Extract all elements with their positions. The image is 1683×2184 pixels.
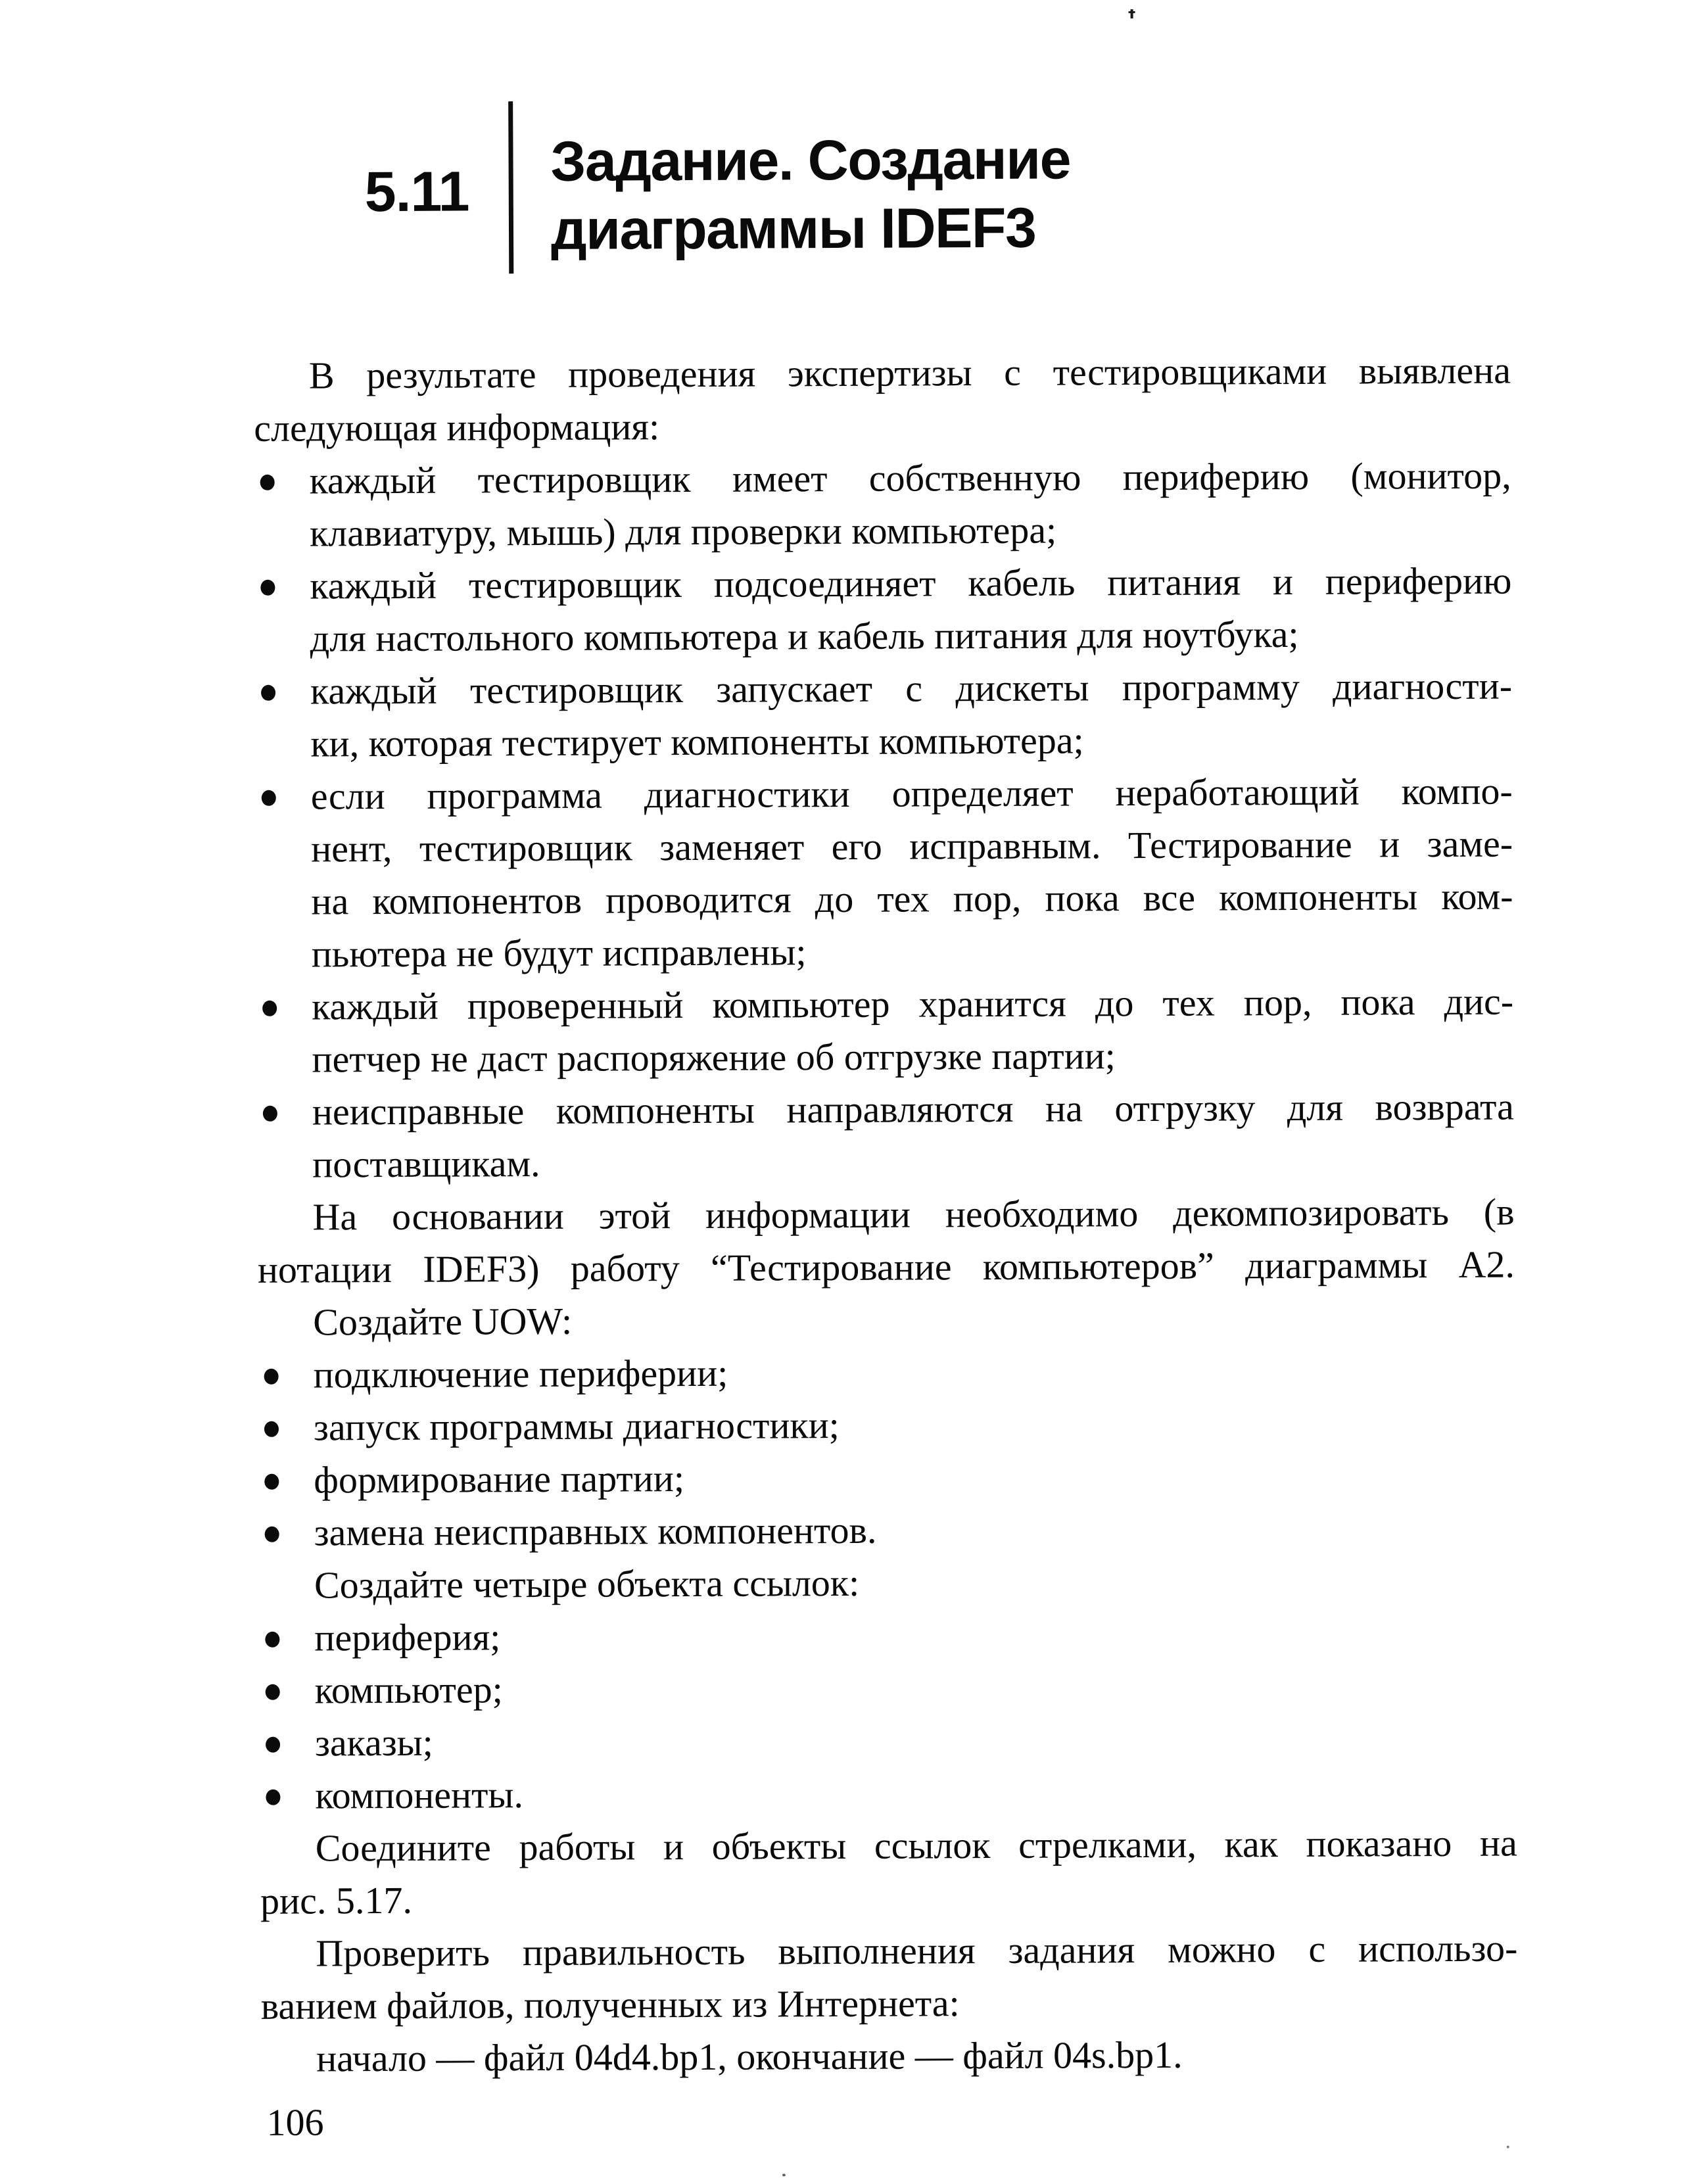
text-line: На основании этой информации необходимо декомпозировать (в [312, 1190, 1515, 1239]
text-line: следующая информация: [254, 405, 660, 450]
bullet-item [258, 1396, 1515, 1454]
bullet-marker-icon [264, 1421, 279, 1437]
bullet-item [257, 1081, 1515, 1191]
text-line: если программа диагностики определяет неработающий компо- [310, 769, 1513, 818]
text-line: пьютера не будут исправлены; [311, 930, 807, 976]
text-line: каждый тестировщик запускает с дискеты программу диагности- [310, 664, 1513, 713]
bullet-item [254, 555, 1512, 665]
text-line: начало — файл 04d4.bp1, окончание — файл 04s.bp1. [316, 2033, 1183, 2080]
bullet-item [258, 1344, 1515, 1402]
text-line: ванием файлов, полученных из Интернета: [260, 1982, 960, 2028]
header-divider [508, 101, 513, 273]
scan-speck [1507, 2146, 1509, 2148]
bullet-marker-icon [265, 1632, 279, 1648]
paragraph [261, 2028, 1518, 2085]
paragraph [259, 1554, 1516, 1612]
paragraph [260, 1817, 1518, 1928]
text-line: рис. 5.17. [260, 1878, 413, 1922]
bullet-item [258, 1449, 1515, 1507]
text-line: ки, которая тестирует компоненты компьютера; [310, 719, 1084, 765]
text-line: поставщикам. [312, 1142, 540, 1186]
bullet-marker-icon [266, 1684, 280, 1700]
bullet-marker-icon [262, 1001, 277, 1016]
scan-speck [782, 2173, 786, 2176]
text-line: каждый проверенный компьютер хранится до тех пор, пока дис- [312, 980, 1514, 1028]
text-line: Создайте четыре объекта ссылок: [314, 1561, 860, 1607]
content [254, 344, 1519, 2085]
title-line-1: Задание. Создание [550, 128, 1071, 193]
text-line: каждый тестировщик подсоединяет кабель питания и периферию [310, 559, 1512, 607]
bullet-item [256, 765, 1513, 981]
scan-speck [1131, 9, 1133, 18]
bullet-marker-icon [260, 475, 275, 490]
text-line: Создайте UOW: [313, 1299, 573, 1344]
bullet-marker-icon [263, 1106, 277, 1122]
text-line: нент, тестировщик заменяет его исправным. Тестирование и заме- [310, 822, 1513, 870]
bullet-item [259, 1607, 1516, 1665]
bullet-item [260, 1712, 1517, 1770]
text-line: Проверить правильность выполнения задания можно с использо- [316, 1926, 1518, 1975]
bullet-marker-icon [265, 1527, 279, 1542]
text-line: петчер не даст распоряжение об отгрузке партии; [312, 1034, 1116, 1081]
text-line: каждый тестировщик имеет собственную периферию (монитор, [309, 454, 1511, 502]
bullet-marker-icon [262, 790, 276, 806]
paragraph [254, 344, 1511, 455]
text-line: компоненты. [315, 1773, 524, 1817]
text-line: запуск программы диагностики; [313, 1404, 840, 1449]
bullet-item [260, 1659, 1517, 1717]
paragraph [260, 1922, 1518, 2033]
bullet-marker-icon [261, 685, 275, 701]
text-line: подключение периферии; [313, 1351, 728, 1396]
bullet-marker-icon [264, 1474, 279, 1490]
bullet-marker-icon [266, 1737, 280, 1753]
bullet-item [255, 660, 1513, 771]
text-line: заказы; [314, 1721, 433, 1765]
text-line: нотации IDEF3) работу “Тестирование компьютеров” диаграммы А2. [257, 1243, 1515, 1291]
bullet-item [258, 1502, 1515, 1559]
title-line-2: диаграммы IDEF3 [550, 196, 1036, 262]
page-number: 106 [266, 2101, 324, 2144]
text-line: неисправные компоненты направляются на отгрузку для возврата [312, 1085, 1514, 1133]
text-line: на компонентов проводится до тех пор, пока все компоненты ком- [311, 874, 1513, 923]
text-line: Соедините работы и объекты ссылок стрелками, как показано на [315, 1821, 1517, 1870]
bullet-marker-icon [266, 1790, 280, 1805]
text-line: для настольного компьютера и кабель питания для ноутбука; [310, 612, 1299, 660]
section-number: 5.11 [364, 160, 469, 224]
text-line: клавиатуру, мышь) для проверки компьютера; [309, 508, 1057, 555]
paragraph [258, 1291, 1515, 1349]
text-line: периферия; [314, 1615, 501, 1659]
bullet-marker-icon [260, 580, 275, 596]
bullet-item [260, 1765, 1517, 1822]
bullet-item [256, 976, 1514, 1086]
bullet-marker-icon [264, 1369, 279, 1385]
text-line: формирование партии; [314, 1457, 685, 1502]
bullet-item [254, 450, 1511, 560]
text-line: компьютер; [314, 1668, 503, 1712]
text-line: замена неисправных компонентов. [314, 1508, 877, 1554]
paragraph [257, 1186, 1515, 1296]
page-title [550, 125, 1070, 264]
text-line: В результате проведения экспертизы с тестировщиками выявлена [308, 348, 1511, 397]
